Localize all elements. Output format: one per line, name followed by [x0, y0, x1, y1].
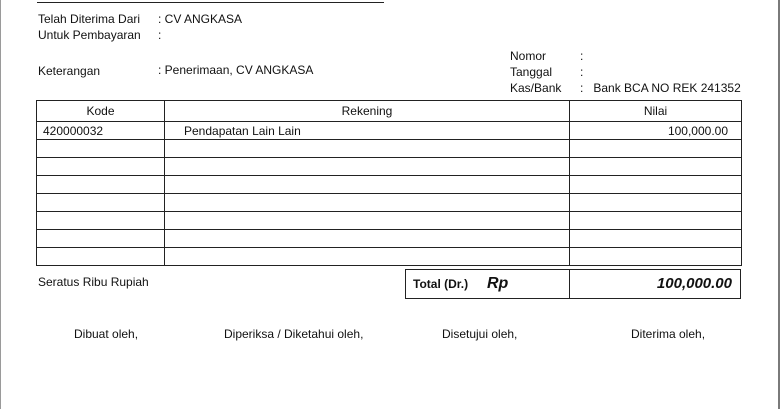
currency-symbol: Rp	[487, 275, 509, 292]
cell-kode	[37, 248, 165, 266]
table-row	[37, 212, 742, 230]
page-border-left	[0, 0, 1, 409]
keterangan-label: Keterangan	[38, 64, 101, 78]
untuk-pembayaran-label: Untuk Pembayaran	[38, 28, 141, 42]
top-rule	[37, 2, 384, 3]
signature-diperiksa: Diperiksa / Diketahui oleh,	[224, 327, 364, 341]
cell-rekening	[165, 140, 570, 158]
cell-nilai	[570, 194, 742, 212]
total-value: 100,000.00	[656, 275, 732, 292]
table-row	[37, 122, 742, 140]
tanggal-label: Tanggal	[510, 65, 553, 79]
cell-rekening	[165, 212, 570, 230]
nomor-value: :	[580, 49, 584, 63]
table-row	[37, 140, 742, 158]
signature-diterima: Diterima oleh,	[631, 327, 706, 341]
cell-kode	[37, 230, 165, 248]
cell-rekening: Pendapatan Lain Lain	[165, 122, 570, 140]
amount-in-words: Seratus Ribu Rupiah	[38, 275, 149, 289]
keterangan-value: : Penerimaan, CV ANGKASA	[158, 63, 314, 77]
cell-kode: 420000032	[37, 122, 165, 140]
table-row	[37, 194, 742, 212]
signature-disetujui: Disetujui oleh,	[442, 327, 518, 341]
table-row	[37, 176, 742, 194]
table-row	[37, 158, 742, 176]
cell-kode	[37, 176, 165, 194]
untuk-pembayaran-value: :	[158, 28, 162, 42]
table-row	[37, 230, 742, 248]
column-header-kode: Kode	[37, 101, 165, 122]
column-header-rekening: Rekening	[165, 101, 570, 122]
cell-rekening	[165, 248, 570, 266]
cell-nilai	[570, 158, 742, 176]
ledger-table	[36, 100, 742, 266]
total-label: Total (Dr.)	[413, 277, 469, 291]
cell-nilai	[570, 212, 742, 230]
cell-nilai: 100,000.00	[570, 122, 742, 140]
cell-rekening	[165, 230, 570, 248]
cell-rekening	[165, 194, 570, 212]
diterima-dari-value: : CV ANGKASA	[158, 12, 243, 26]
table-header-row	[37, 101, 742, 122]
cell-rekening	[165, 158, 570, 176]
cell-nilai	[570, 248, 742, 266]
cell-kode	[37, 212, 165, 230]
total-label-box	[405, 269, 569, 299]
table-row	[37, 248, 742, 266]
tanggal-value: :	[580, 65, 584, 79]
nomor-label: Nomor	[510, 49, 547, 63]
cell-rekening	[165, 176, 570, 194]
cell-nilai	[570, 140, 742, 158]
column-header-nilai: Nilai	[570, 101, 742, 122]
diterima-dari-label: Telah Diterima Dari	[38, 12, 141, 26]
cell-nilai	[570, 176, 742, 194]
cell-kode	[37, 194, 165, 212]
signature-dibuat: Dibuat oleh,	[74, 327, 139, 341]
cell-nilai	[570, 230, 742, 248]
total-value-box	[569, 269, 741, 299]
cell-kode	[37, 158, 165, 176]
kasbank-label: Kas/Bank	[510, 81, 562, 95]
kasbank-value: : Bank BCA NO REK 241352	[580, 81, 741, 95]
cell-kode	[37, 140, 165, 158]
